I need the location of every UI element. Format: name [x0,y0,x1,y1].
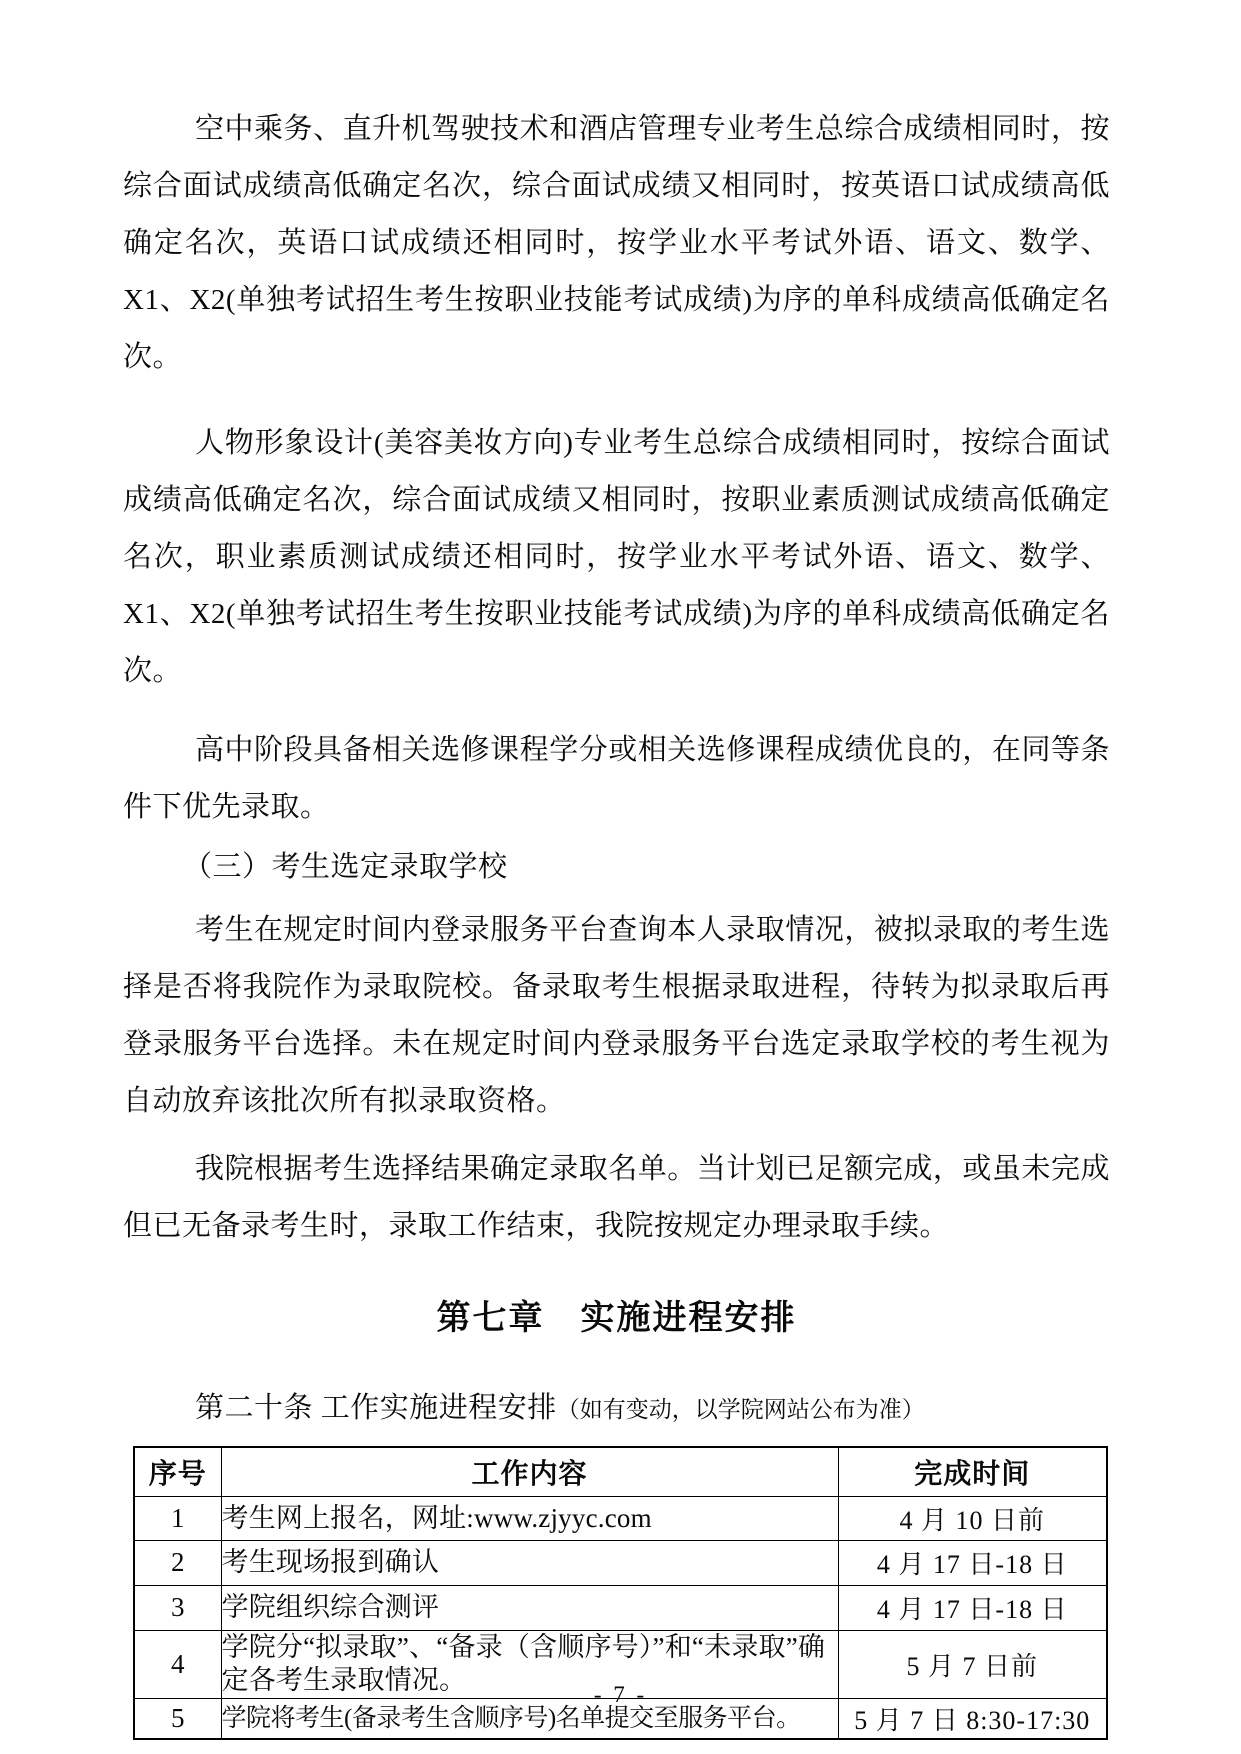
completion-time-cell: 5 月 7 日前 [838,1630,1107,1698]
work-content-cell: 考生现场报到确认 [221,1540,838,1585]
article-heading-main: 第二十条 工作实施进程安排 [195,1392,557,1424]
work-content-cell: 学院分“拟录取”、“备录（含顺序号）”和“未录取”确定各考生录取情况。 [221,1630,838,1698]
work-content-cell: 学院将考生(备录考生含顺序号)名单提交至服务平台。 [221,1698,838,1739]
sub-heading-candidate-school-selection: （三）考生选定录取学校 [183,851,508,883]
row-number-cell: 2 [134,1540,221,1585]
page-content [123,101,1110,1740]
table-row [134,1540,1107,1585]
row-number-cell: 4 [134,1630,221,1698]
article-heading [123,1380,1110,1438]
table-header-row [134,1447,1107,1496]
completion-time-cell: 4 月 17 日-18 日 [838,1540,1107,1585]
table-row [134,1496,1107,1540]
row-number-cell: 5 [134,1698,221,1739]
article-heading-note: （如有变动，以学院网站公布为准） [556,1397,925,1422]
paragraph-tie-break-air-crew: 空中乘务、直升机驾驶技术和酒店管理专业考生总综合成绩相同时，按综合面试成绩高低确定名次，综合面试成绩又相同时，按英语口试成绩高低确定名次，英语口试成绩还相同时，按学业水平考试外语、语文、数学、X1、X2(单独考试招生考生按职业技能考试成绩)为序的单科成绩高低确定名次。 [123,113,1110,373]
paragraph-admission-list: 我院根据考生选择结果确定录取名单。当计划已足额完成，或虽未完成但已无备录考生时，录取工作结束，我院按规定办理录取手续。 [123,1153,1110,1242]
work-content-cell: 考生网上报名，网址:www.zjyyc.com [221,1496,838,1540]
paragraph-service-platform: 考生在规定时间内登录服务平台查询本人录取情况，被拟录取的考生选择是否将我院作为录取院校。备录取考生根据录取进程，待转为拟录取后再登录服务平台选择。未在规定时间内登录服务平台选定录取学校的考生视为自动放弃该批次所有拟录取资格。 [123,914,1110,1117]
header-工作内容: 工作内容 [221,1447,838,1496]
work-content-cell: 学院组织综合测评 [221,1585,838,1630]
row-number-cell: 3 [134,1585,221,1630]
row-number-cell: 1 [134,1496,221,1540]
paragraph-elective-priority: 高中阶段具备相关选修课程学分或相关选修课程成绩优良的，在同等条件下优先录取。 [123,734,1110,823]
header-序号: 序号 [134,1447,221,1496]
header-完成时间: 完成时间 [838,1447,1107,1496]
completion-time-cell: 4 月 17 日-18 日 [838,1585,1107,1630]
chapter-heading: 第七章 实施进程安排 [436,1300,797,1337]
table-row [134,1585,1107,1630]
page-number: - 7 - [593,1682,648,1707]
completion-time-cell: 5 月 7 日 8:30-17:30 [838,1698,1107,1739]
completion-time-cell: 4 月 10 日前 [838,1496,1107,1540]
paragraph-tie-break-image-design: 人物形象设计(美容美妆方向)专业考生总综合成绩相同时，按综合面试成绩高低确定名次，综合面试成绩又相同时，按职业素质测试成绩高低确定名次，职业素质测试成绩还相同时，按学业水平考试外语、语文、数学、X1、X2(单独考试招生考生按职业技能考试成绩)为序的单科成绩高低确定名次。 [123,427,1110,687]
